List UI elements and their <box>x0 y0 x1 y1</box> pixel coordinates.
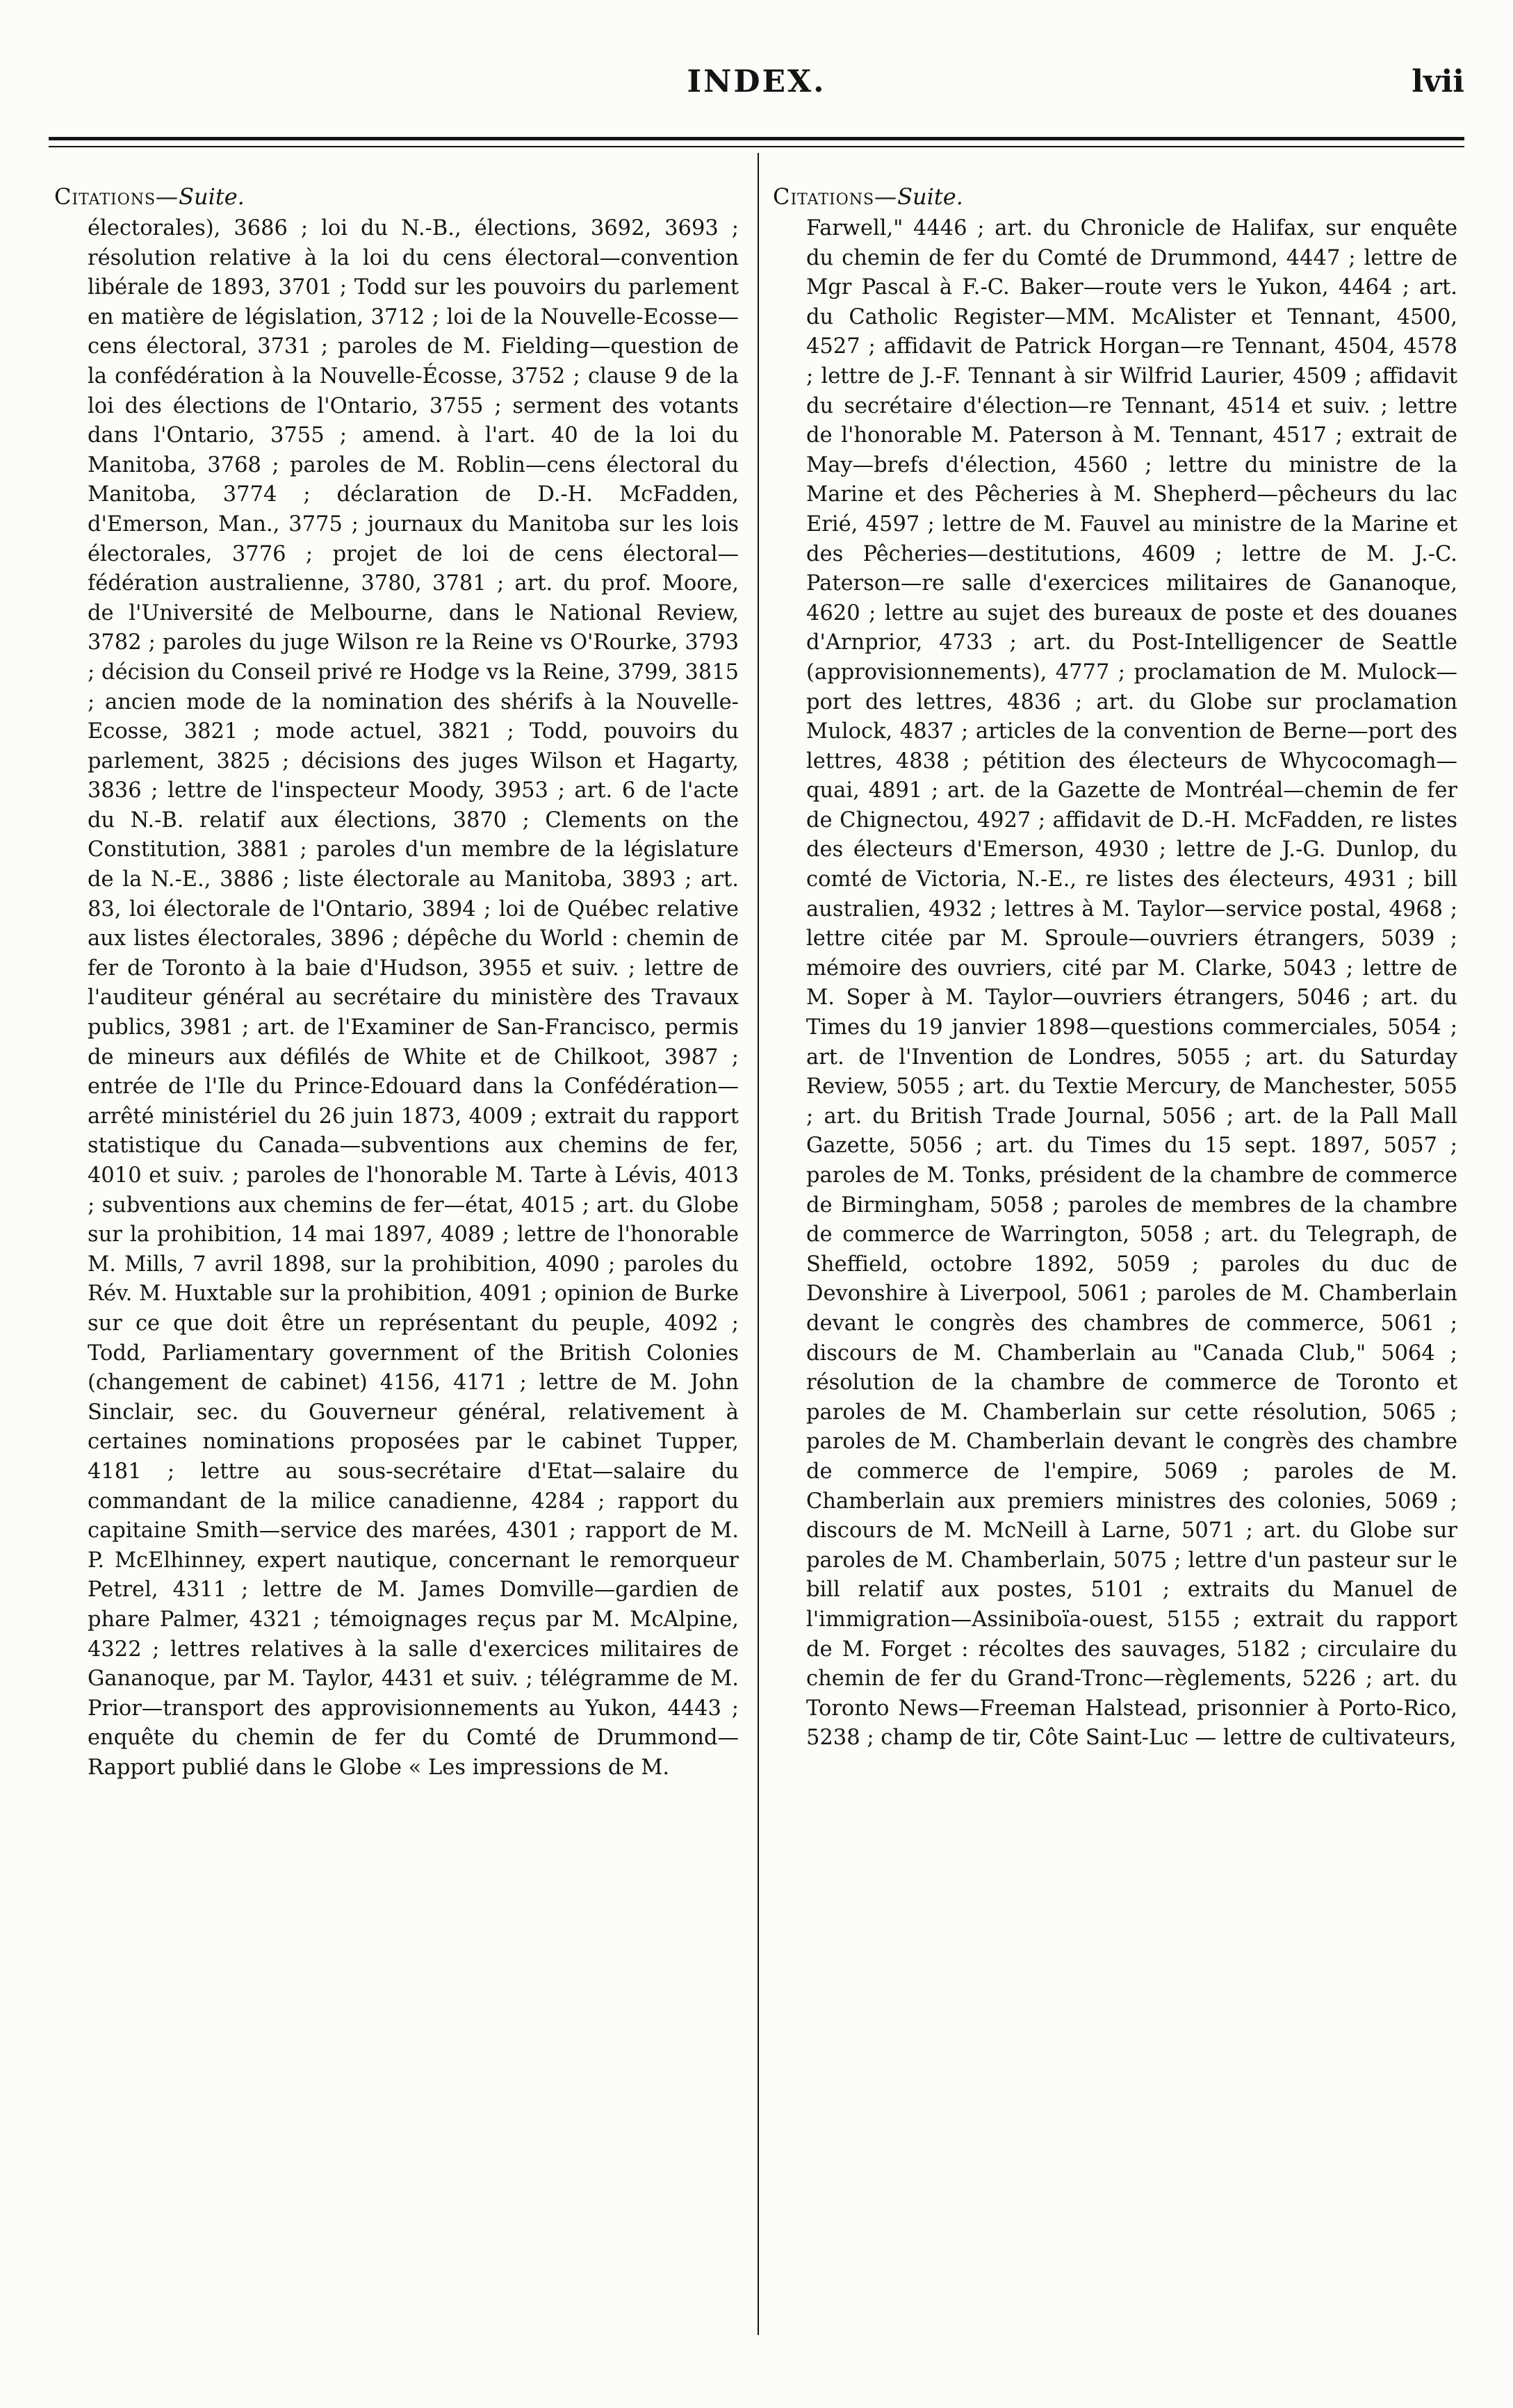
left-heading-main: Citations— <box>54 183 179 210</box>
header-rule-thick <box>49 137 1464 140</box>
left-column-text: électorales), 3686 ; loi du N.-B., élections, 3692, 3693 ; résolution relative à la loi du cens électoral—convention libérale de 1893, 3701 ; Todd sur les pouvoirs du parlement en matière de législation, 3712 ; loi de la Nouvelle-Ecosse—cens électoral, 3731 ; paroles de M. Fielding—question de la confédération à la Nouvelle-Écosse, 3752 ; clause 9 de la loi des élections de l'Ontario, 3755 ; serment des votants dans l'Ontario, 3755 ; amend. à l'art. 40 de la loi du Manitoba, 3768 ; paroles de M. Roblin—cens électoral du Manitoba, 3774 ; déclaration de D.-H. McFadden, d'Emerson, Man., 3775 ; journaux du Manitoba sur les lois électorales, 3776 ; projet de loi de cens électoral—fédération australienne, 3780, 3781 ; art. du prof. Moore, de l'Université de Melbourne, dans le National Review, 3782 ; paroles du juge Wilson re la Reine vs O'Rourke, 3793 ; décision du Conseil privé re Hodge vs la Reine, 3799, 3815 ; ancien mode de la nomination des shérifs à la Nouvelle-Ecosse, 3821 ; mode actuel, 3821 ; Todd, pouvoirs du parlement, 3825 ; décisions des juges Wilson et Hagarty, 3836 ; lettre de l'inspecteur Moody, 3953 ; art. 6 de l'acte du N.-B. relatif aux élections, 3870 ; Clements on the Constitution, 3881 ; paroles d'un membre de la législature de la N.-E., 3886 ; liste électorale au Manitoba, 3893 ; art. 83, loi électorale de l'Ontario, 3894 ; loi de Québec relative aux listes électorales, 3896 ; dépêche du World : chemin de fer de Toronto à la baie d'Hudson, 3955 et suiv. ; lettre de l'auditeur général au secrétaire du ministère des Travaux publics, 3981 ; art. de l'Examiner de San-Francisco, permis de mineurs aux défilés de White et de Chilkoot, 3987 ; entrée de l'Ile du Prince-Edouard dans la Confédération—arrêté ministériel du 26 juin 1873, 4009 ; extrait du rapport statistique du Canada—subventions aux chemins de fer, 4010 et suiv. ; paroles de l'honorable M. Tarte à Lévis, 4013 ; subventions aux chemins de fer—état, 4015 ; art. du Globe sur la prohibition, 14 mai 1897, 4089 ; lettre de l'honorable M. Mills, 7 avril 1898, sur la prohibition, 4090 ; paroles du Rév. M. Huxtable sur la prohibition, 4091 ; opinion de Burke sur ce que doit être un représentant du peuple, 4092 ; Todd, Parliamentary government of the British Colonies (changement de cabinet) 4156, 4171 ; lettre de M. John Sinclair, sec. du Gouverneur général, relativement à certaines nominations proposées par le cabinet Tupper, 4181 ; lettre au sous-secrétaire d'Etat—salaire du commandant de la milice canadienne, 4284 ; rapport du capitaine Smith—service des marées, 4301 ; rapport de M. P. McElhinney, expert nautique, concernant le remorqueur Petrel, 4311 ; lettre de M. James Domville—gardien de phare Palmer, 4321 ; témoignages reçus par M. McAlpine, 4322 ; lettres relatives à la salle d'exercices militaires de Gananoque, par M. Taylor, 4431 et suiv. ; télégramme de M. Prior—transport des approvisionnements au Yukon, 4443 ; enquête du chemin de fer du Comté de Drummond—Rapport publié dans le Globe « Les impressions de M. <box>88 216 739 1780</box>
right-heading-suite: Suite. <box>897 183 963 210</box>
column-divider <box>758 153 759 2335</box>
right-column <box>773 182 1457 2343</box>
left-column-heading <box>54 182 739 211</box>
left-column <box>54 182 739 2343</box>
page-title: INDEX. <box>687 64 826 99</box>
right-heading-main: Citations— <box>773 183 898 210</box>
header-rule-thin <box>49 146 1464 147</box>
right-column-text: Farwell," 4446 ; art. du Chronicle de Halifax, sur enquête du chemin de fer du Comté de Drummond, 4447 ; lettre de Mgr Pascal à F.-C. Baker—route vers le Yukon, 4464 ; art. du Catholic Register—MM. McAlister et Tennant, 4500, 4527 ; affidavit de Patrick Horgan—re Tennant, 4504, 4578 ; lettre de J.-F. Tennant à sir Wilfrid Laurier, 4509 ; affidavit du secrétaire d'élection—re Tennant, 4514 et suiv. ; lettre de l'honorable M. Paterson à M. Tennant, 4517 ; extrait de May—brefs d'élection, 4560 ; lettre du ministre de la Marine et des Pêcheries à M. Shepherd—pêcheurs du lac Erié, 4597 ; lettre de M. Fauvel au ministre de la Marine et des Pêcheries—destitutions, 4609 ; lettre de M. J.-C. Paterson—re salle d'exercices militaires de Gananoque, 4620 ; lettre au sujet des bureaux de poste et des douanes d'Arnprior, 4733 ; art. du Post-Intelligencer de Seattle (approvisionnements), 4777 ; proclamation de M. Mulock—port des lettres, 4836 ; art. du Globe sur proclamation Mulock, 4837 ; articles de la convention de Berne—port des lettres, 4838 ; pétition des électeurs de Whycocomagh—quai, 4891 ; art. de la Gazette de Montréal—chemin de fer de Chignectou, 4927 ; affidavit de D.-H. McFadden, re listes des électeurs d'Emerson, 4930 ; lettre de J.-G. Dunlop, du comté de Victoria, N.-E., re listes des électeurs, 4931 ; bill australien, 4932 ; lettres à M. Taylor—service postal, 4968 ; lettre citée par M. Sproule—ouvriers étrangers, 5039 ; mémoire des ouvriers, cité par M. Clarke, 5043 ; lettre de M. Soper à M. Taylor—ouvriers étrangers, 5046 ; art. du Times du 19 janvier 1898—questions commerciales, 5054 ; art. de l'Invention de Londres, 5055 ; art. du Saturday Review, 5055 ; art. du Textie Mercury, de Manchester, 5055 ; art. du British Trade Journal, 5056 ; art. de la Pall Mall Gazette, 5056 ; art. du Times du 15 sept. 1897, 5057 ; paroles de M. Tonks, président de la chambre de commerce de Birmingham, 5058 ; paroles de membres de la chambre de commerce de Warrington, 5058 ; art. du Telegraph, de Sheffield, octobre 1892, 5059 ; paroles du duc de Devonshire à Liverpool, 5061 ; paroles de M. Chamberlain devant le congrès des chambres de commerce, 5061 ; discours de M. Chamberlain au "Canada Club," 5064 ; résolution de la chambre de commerce de Toronto et paroles de M. Chamberlain sur cette résolution, 5065 ; paroles de M. Chamberlain devant le congrès des chambre de commerce de l'empire, 5069 ; paroles de M. Chamberlain aux premiers ministres des colonies, 5069 ; discours de M. McNeill à Larne, 5071 ; art. du Globe sur paroles de M. Chamberlain, 5075 ; lettre d'un pasteur sur le bill relatif aux postes, 5101 ; extraits du Manuel de l'immigration—Assiniboïa-ouest, 5155 ; extrait du rapport de M. Forget : récoltes des sauvages, 5182 ; circulaire du chemin de fer du Grand-Tronc—règlements, 5226 ; art. du Toronto News—Freeman Halstead, prisonnier à Porto-Rico, 5238 ; champ de tir, Côte Saint-Luc — lettre de cultivateurs, <box>806 216 1457 1751</box>
page-header <box>49 64 1464 113</box>
page-number: lvii <box>1412 64 1464 99</box>
right-column-heading <box>773 182 1457 211</box>
left-heading-suite: Suite. <box>179 183 245 210</box>
